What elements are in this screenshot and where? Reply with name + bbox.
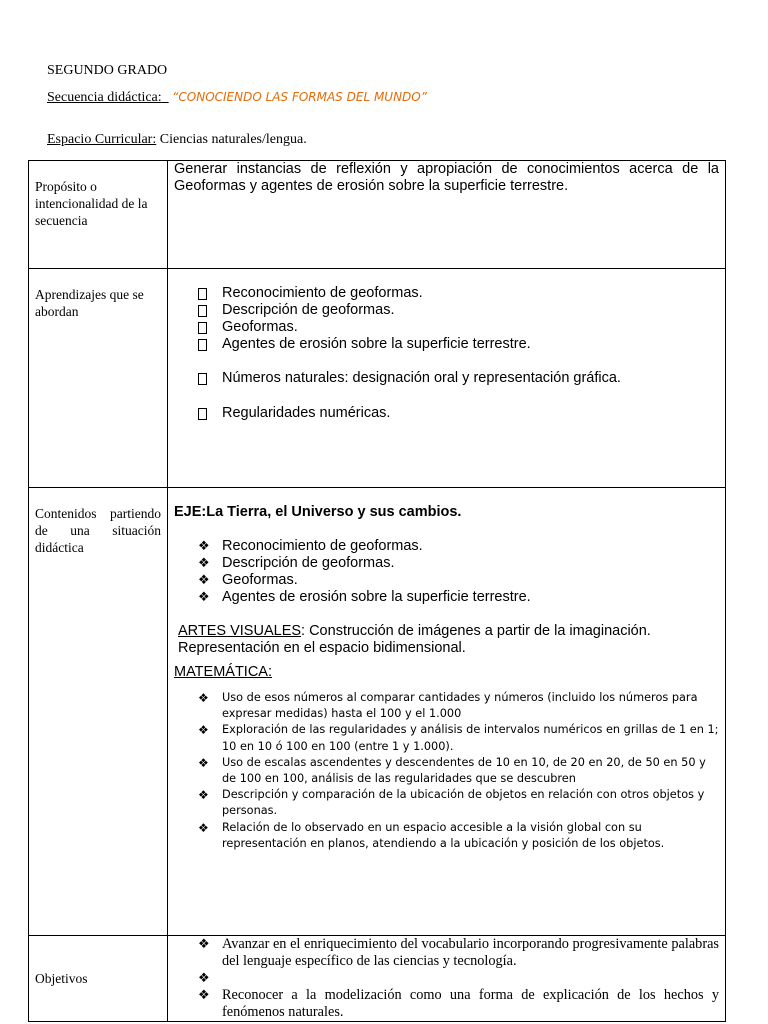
- checkbox-icon: [198, 288, 207, 300]
- learnings-list: [168, 285, 725, 422]
- objectives-row: [29, 936, 726, 1022]
- sequence-table: [28, 160, 726, 1022]
- curricular-label: Espacio Curricular:: [47, 132, 157, 147]
- diamond-bullet-icon: ❖: [198, 539, 210, 554]
- sequence-label: Secuencia didáctica:: [47, 90, 162, 105]
- list-item: ❖ Descripción de geoformas.: [198, 555, 395, 571]
- checkbox-icon: [198, 408, 207, 420]
- diamond-bullet-icon: ❖: [198, 788, 209, 803]
- diamond-bullet-icon: ❖: [198, 590, 210, 605]
- diamond-bullet-icon: ❖: [198, 937, 210, 952]
- grade-title: SEGUNDO GRADO: [47, 63, 168, 78]
- curricular-value: Ciencias naturales/lengua.: [159, 132, 307, 147]
- contents-cell: [168, 488, 726, 936]
- list-item: ❖ Relación de lo observado en un espacio accesible a la visión global con su representación en planos, atendiendo a la ubicación y posición de los objetos.: [198, 820, 665, 850]
- diamond-bullet-icon: ❖: [198, 723, 209, 738]
- purpose-cell: [168, 161, 726, 269]
- contents-label: Contenidos partiendo de una situación didáctica: [29, 488, 168, 936]
- diamond-bullet-icon: ❖: [198, 556, 210, 571]
- checkbox-icon: [198, 373, 207, 385]
- contents-row: [29, 488, 726, 936]
- list-item: Reconocimiento de geoformas.: [198, 285, 725, 302]
- learnings-row: [29, 269, 726, 488]
- list-item: Geoformas.: [198, 319, 725, 336]
- math-label: MATEMÁTICA:: [174, 664, 273, 680]
- axis-title: EJE:La Tierra, el Universo y sus cambios.: [174, 504, 462, 520]
- diamond-bullet-icon: ❖: [198, 971, 210, 986]
- list-item: Agentes de erosión sobre la superficie terrestre.: [198, 336, 725, 353]
- list-item: Regularidades numéricas.: [198, 405, 725, 422]
- list-item: ❖ Reconocer a la modelización como una forma de explicación de los hechos y fenómenos naturales.: [198, 987, 719, 1020]
- purpose-label: Propósito o intencionalidad de la secuencia: [29, 161, 168, 269]
- purpose-row: [29, 161, 726, 269]
- list-item: ❖ Geoformas.: [198, 572, 298, 588]
- arts-paragraph: [168, 606, 725, 657]
- arts-label: ARTES VISUALES: [178, 623, 302, 639]
- checkbox-icon: [198, 305, 207, 317]
- math-list: [168, 690, 725, 852]
- objectives-cell: [168, 936, 726, 1022]
- sequence-title: “CONOCIENDO LAS FORMAS DEL MUNDO”: [172, 90, 427, 104]
- objectives-label: Objetivos: [29, 936, 168, 1022]
- contents-list: [168, 538, 725, 606]
- learnings-cell: [168, 269, 726, 488]
- learnings-label: Aprendizajes que se abordan: [29, 269, 168, 488]
- sequence-line: [47, 90, 427, 106]
- list-item: Números naturales: designación oral y representación gráfica.: [198, 370, 725, 387]
- arts-text: : Construcción de imágenes a partir de la imaginación. Representación en el espacio bidimensional.: [178, 623, 651, 656]
- diamond-bullet-icon: ❖: [198, 755, 209, 770]
- checkbox-icon: [198, 339, 207, 351]
- list-item: ❖ Descripción y comparación de la ubicación de objetos en relación con otros objetos y personas.: [198, 788, 705, 818]
- purpose-text: Generar instancias de reflexión y apropiación de conocimientos acerca de la Geoformas y agentes de erosión sobre la superficie terrestre.: [174, 161, 719, 194]
- objectives-list: [168, 936, 725, 1021]
- diamond-bullet-icon: ❖: [198, 988, 210, 1003]
- list-item: [198, 970, 719, 987]
- diamond-bullet-icon: ❖: [198, 573, 210, 588]
- diamond-bullet-icon: ❖: [198, 820, 209, 835]
- checkbox-icon: [198, 322, 207, 334]
- list-item: ❖ Uso de escalas ascendentes y descendentes de 10 en 10, de 20 en 20, de 50 en 50 y de 100 en 100, análisis de las regularidades que se descubren: [198, 755, 706, 786]
- list-item: ❖ Agentes de erosión sobre la superficie terrestre.: [198, 589, 531, 605]
- curricular-line: [47, 132, 307, 148]
- list-item: ❖ Reconocimiento de geoformas.: [198, 538, 423, 554]
- diamond-bullet-icon: ❖: [198, 691, 209, 705]
- list-item: ❖ Avanzar en el enriquecimiento del vocabulario incorporando progresivamente palabras del lenguaje específico de las ciencias y tecnología.: [198, 936, 719, 969]
- list-item: ❖ Exploración de las regularidades y análisis de intervalos numéricos en grillas de 1 en 1; 10 en 10 ó 100 en 100 (entre 1 y 1.000).: [198, 723, 719, 753]
- list-item: ❖ Uso de esos números al comparar cantidades y números (incluido los números para expresar medidas) hasta el 100 y el 1.000: [198, 691, 698, 721]
- list-item: Descripción de geoformas.: [198, 302, 725, 319]
